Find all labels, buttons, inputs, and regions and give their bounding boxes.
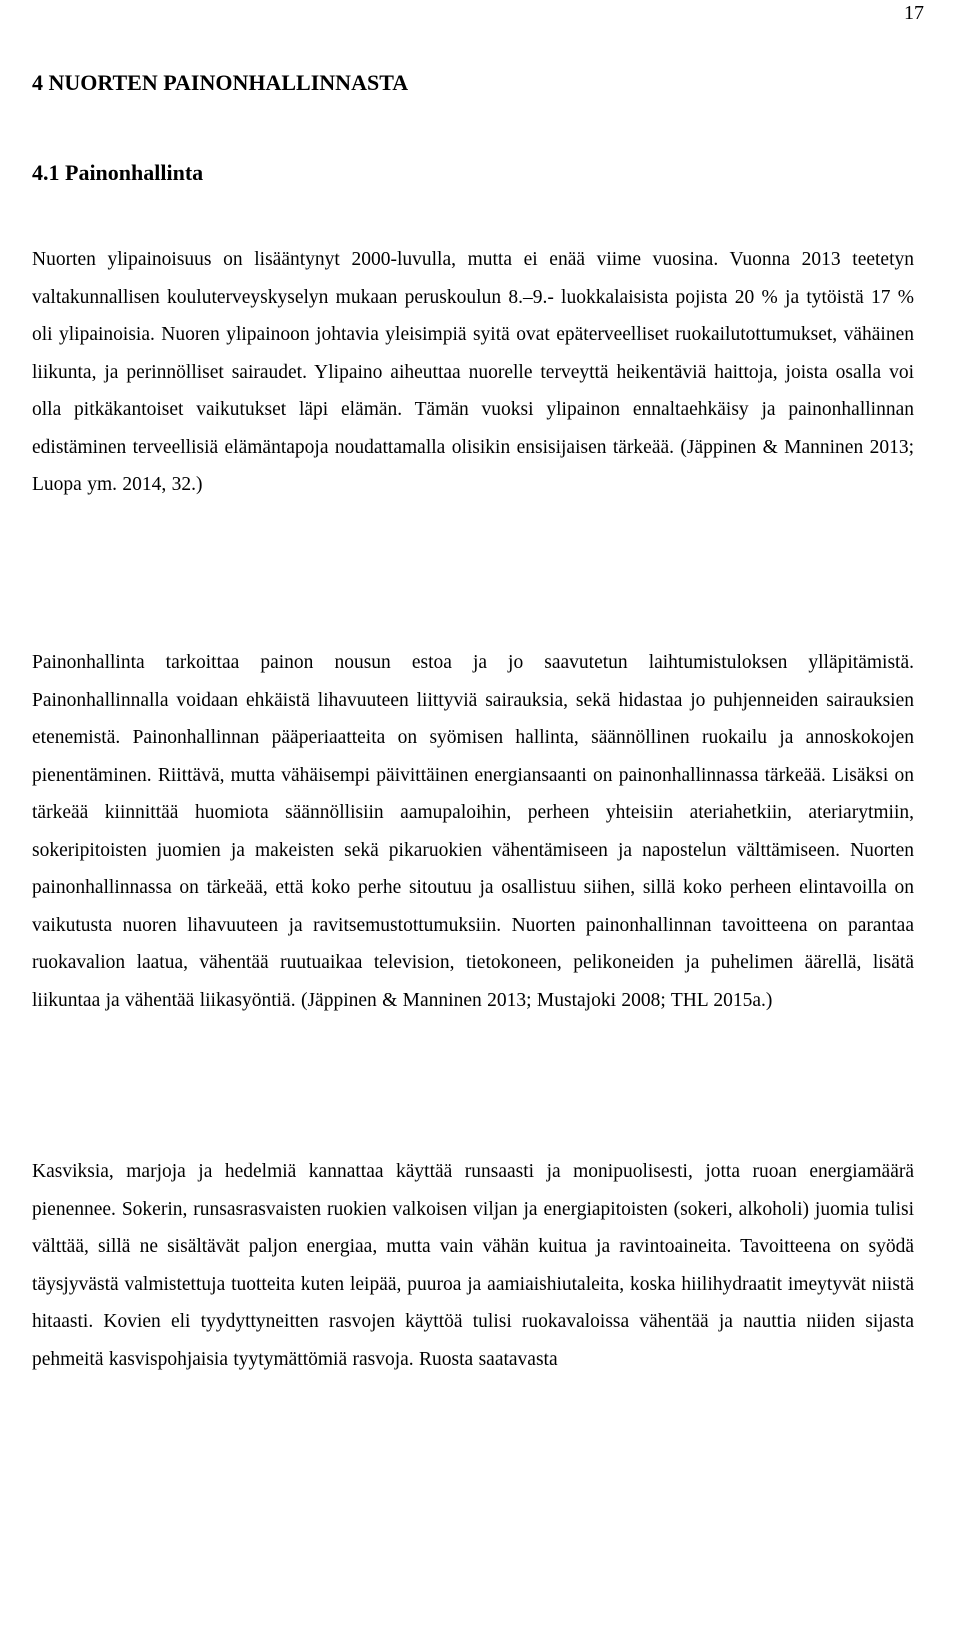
chapter-heading: 4 NUORTEN PAINONHALLINNASTA [32,70,409,95]
body-paragraph: Painonhallinta tarkoittaa painon nousun estoa ja jo saavutetun laihtumistuloksen ylläpitämistä. Painonhallinnalla voidaan ehkäistä lihavuuteen liittyviä sairauksia, sekä hidastaa jo puhjenneiden sairauksien etenemistä. Painonhallinnan pääperiaatteita on syömisen hallinta, säännöllinen ruokailu ja annoskokojen pienentäminen. Riittävä, mutta vähäisempi päivittäinen energiansaanti on painonhallinnassa tärkeää. Lisäksi on tärkeää kiinnittää huomiota säännöllisiin aamupaloihin, perheen yhteisiin ateriahetkiin, ateriarytmiin, sokeripitoisten juomien ja makeisten sekä pikaruokien vähentämiseen ja napostelun välttämiseen. Nuorten painonhallinnassa on tärkeää, että koko perhe sitoutuu ja osallistuu siihen, sillä koko perheen elintavoilla on vaikutusta nuoren lihavuuteen ja ravitsemustottumuksiin. Nuorten painonhallinnan tavoitteena on parantaa ruokavalion laatua, vähentää ruutuaikaa television, tietokoneen, pelikoneiden ja puhelimen äärellä, lisätä liikuntaa ja vähentää liikasyöntiä. (Jäppinen & Manninen 2013; Mustajoki 2008; THL 2015a.) [32,652,914,1011]
section-heading: 4.1 Painonhallinta [32,160,204,185]
body-paragraph: Nuorten ylipainoisuus on lisääntynyt 2000-luvulla, mutta ei enää viime vuosina. Vuonna 2013 teetetyn valtakunnallisen kouluterveyskyselyn mukaan peruskoulun 8.–9.- luokkalaisista pojista 20 % ja tytöistä 17 % oli ylipainoisia. Nuoren ylipainoon johtavia yleisimpiä syitä ovat epäterveelliset ruokailutottumukset, vähäinen liikunta, ja perinnölliset sairaudet. Ylipaino aiheuttaa nuorelle terveyttä heikentäviä haittoja, joista osalla voi olla pitkäkantoiset vaikutukset läpi elämän. Tämän vuoksi ylipainon ennaltaehkäisy ja painonhallinnan edistäminen terveellisiä elämäntapoja noudattamalla olisikin ensisijaisen tärkeää. (Jäppinen & Manninen 2013; Luopa ym. 2014, 32.) [32,249,914,495]
page-number: 17 [904,2,924,24]
body-paragraph: Kasviksia, marjoja ja hedelmiä kannattaa käyttää runsaasti ja monipuolisesti, jotta ruoan energiamäärä pienennee. Sokerin, runsasrasvaisten ruokien valkoisen viljan ja energiapitoisten (sokeri, alkoholi) juomia tulisi välttää, sillä ne sisältävät paljon energiaa, mutta vain vähän kuitua ja ravintoaineita. Tavoitteena on syödä täysjyvästä valmistettuja tuotteita kuten leipää, puuroa ja aamiaishiutaleita, koska hiilihydraatit imeytyvät niistä hitaasti. Kovien eli tyydyttyneitten rasvojen käyttöä tulisi ruokavaloissa vähentää ja nauttia niiden sijasta pehmeitä kasvispohjaisia tyytymättömiä rasvoja. Ruosta saatavasta [32,1161,914,1370]
